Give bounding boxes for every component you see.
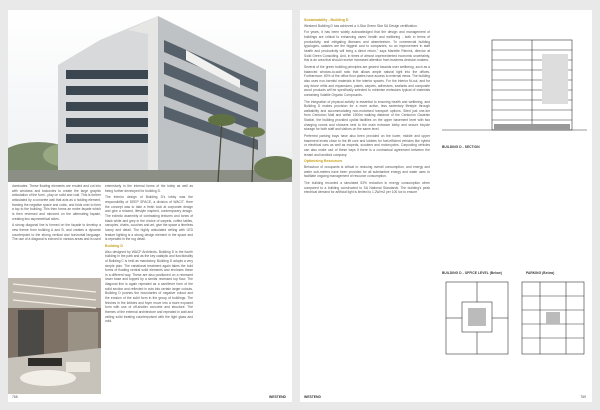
- section-drawing: [442, 34, 587, 142]
- paragraph: A strong diagonal line is formed on the façade to develop a new theme from building A and B, and creates a dynamic counterpoint to the strong vertical and horizontal language. The use of a diagonal is echoed in various areas and is used: [12, 223, 101, 242]
- subheading: Optimising Resources: [304, 159, 343, 164]
- building-photo: [8, 10, 292, 182]
- paragraph: The integration of physical activity is essential to ensuring health and wellbeing, and Building D makes provision for a more active, less sedentary lifestyle through walkability and accommodating non-motorised transport options. Sited just one-km from Centurion Mall and within 1500m walking distance of the Centurion Gautrain Station, the building provided cyclist facilities on the upper basement level with two charging rooms and showers next to the main entrance lobby and secure bicycle storage for both staff and visitors on the same level.: [304, 99, 430, 132]
- paragraph: dominates. These floating elements are eroded and cut into with windows and balconies to create the large graphic articulation of the form - play on solid and void. This is further articulated by a concrete wall that acts as a holding element, framing the negative space and cubic, and folds over to form a top to the building. This then forms an entire façade which is then reversed and mirrored on the alternating façade, creating two asymmetrical sides.: [12, 184, 101, 221]
- paragraph: For years, it has been widely acknowledged that the design and management of buildings are critical to enhancing users' health and wellbeing - both in terms of productivity, and mitigating illnesses and absenteeism. "In commercial building typologies, salaries are the biggest cost to companies, so an improvement in staff health and productivity will bring a direct return," says Mariette Reinink, director at Solid Green Consulting. And, in times of almost unprecedented economic uncertainty, this is an area that should receive increased attention from business decision makers.: [304, 30, 430, 63]
- text-column-3: [304, 16, 430, 197]
- subheading: Building D: [105, 243, 123, 248]
- page-number: 768: [12, 395, 18, 399]
- paragraph: Westend Building D has achieved a 4-Star Green Star SA Design certification.: [304, 23, 418, 28]
- paragraph: The building recorded a simulated 53% reduction in energy consumption when compared to a building constructed to SA National Standards. The building's peak electrical demand for artificial light is limited to 1.2W/m2 per 100 lux to ensure: [304, 181, 430, 195]
- office-plan-caption: BUILDING D - OFFICE LEVEL (Below): [442, 271, 502, 275]
- paragraph: Behaviour of occupants is critical to reducing overall consumption, and energy and water sub-meters have been provided for all substantive energy and water uses to facilitate ongoing management of resource consumption.: [304, 165, 430, 179]
- right-page: [300, 10, 592, 402]
- text-column-1: [12, 184, 101, 244]
- publication-name: WESTEND: [304, 395, 321, 399]
- parking-plan-drawing: [518, 278, 588, 358]
- paragraph: The interior design of Building D's lobby was the responsibility of DEEP SPACE, a division of WAC/T. Here the concept was to take a fresh look at corporate design and give a relaxed, lifestyle inspired, contemporary design. The eclectic assembly of contrasting textures and tones of black white and grey in the choice of carpets, coffee tables, canopies, chairs, couches and art, give the space a timeless luxury and detail. The highly articulated ceiling with LED feature lighting is a strong design element in the space and is repeated in the rug detail.: [105, 195, 193, 242]
- paragraph: extensively in the internal forms of the lobby as well as being further developed for building D.: [105, 184, 193, 193]
- lobby-photo: [8, 278, 101, 394]
- paragraph: Preferred parking bays have also been provided on the lower, middle and upper basement levels close to the lift core and lobbies for fuel-efficient vehicles like hybrid or electrical cars as well as mopeds, scooters and motorcycles. Carpooling vehicles can also make use of these bays if there is a contractual agreement between the tenant and landlord company.: [304, 134, 430, 157]
- text-column-2: [105, 184, 193, 326]
- section-caption: BUILDING D - SECTION: [442, 145, 480, 149]
- left-footer: [12, 395, 18, 399]
- office-plan-drawing: [442, 278, 512, 358]
- parking-plan-caption: PARKING (Below): [526, 271, 555, 275]
- left-page: [8, 10, 292, 402]
- paragraph: Several of the green building principles are geared towards user wellbeing, such as a balanced window-to-wall ratio that allows ample natural light into the offices. Furthermore, 60% of the office floor plates have access to external views. The building also uses non-harmful materials in the interior spaces. For the interior fit-out, and for any future refits and expansions, paints, carpets, adhesives, sealants and composite wood products will be specifically selected to minimise emissions typical of materials containing Volatile Organic Compounds.: [304, 64, 430, 97]
- subheading: Sustainability - Building D: [304, 18, 349, 22]
- page-number: 769: [580, 395, 586, 399]
- publication-name: WESTEND: [269, 395, 286, 399]
- paragraph: Also designed by WACF Architects, Building D is the fourth building in the park and as the key catalytic and functionality of Building C is held as mandatory. Building D adopts a very simple plan. The variational treatment again takes the bold forms of floating central solid elements and encloses these in a different way. These are also positioned on a recessed lower base and topped by a similar recessed top floor. The diagonal line is again repeated as a cantilever form of the solid section and reflected in cuts into certain larger cutouts. Building D pushes the boundaries of negative cutout and the erosion of the solid form in the group of buildings. The finishes in the lobbies and foyer move into a more exposed form with use of off-shutter concrete and structure. The themes of the external architecture and repeated in wall and ceiling solid treating counterpoised with the light glass and void.: [105, 249, 193, 324]
